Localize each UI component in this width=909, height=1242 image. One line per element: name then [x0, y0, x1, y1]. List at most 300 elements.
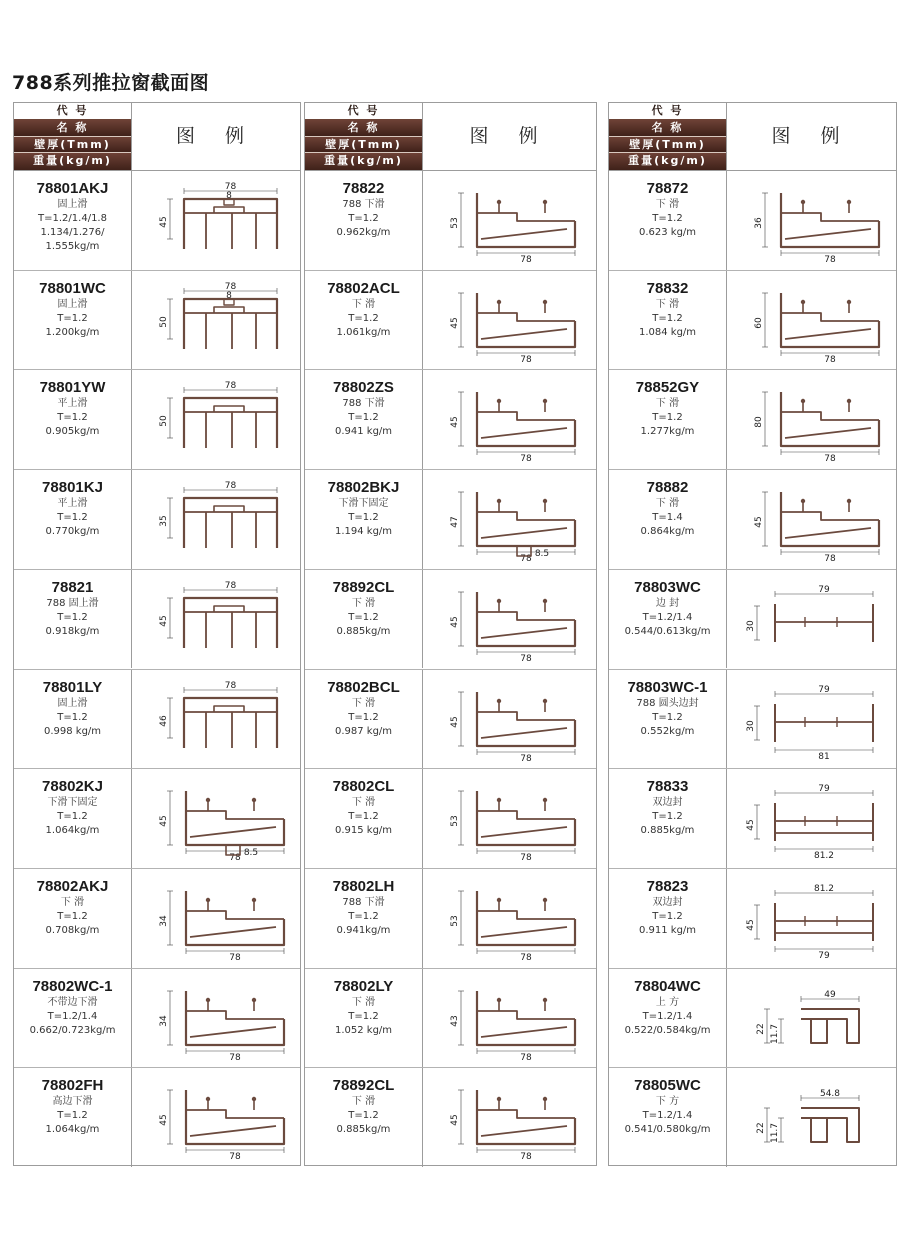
- width-dimension: 78: [824, 454, 836, 465]
- profile-outline: [477, 911, 575, 919]
- profile-outline: [477, 412, 575, 420]
- profile-weight: 0.552kg/m: [640, 725, 695, 737]
- profile-row: [609, 170, 896, 270]
- profile-outline: [481, 1126, 567, 1136]
- profile-outline: [186, 1110, 284, 1118]
- profile-row: [609, 768, 896, 868]
- profile-thickness: T=1.2/1.4/1.8: [38, 213, 107, 224]
- weight-label: 重量(kg/m): [14, 153, 131, 170]
- figure-label: 图 例: [175, 125, 257, 147]
- profile-weight: 0.941 kg/m: [334, 426, 393, 438]
- second-width-dimension: 79: [818, 950, 830, 961]
- profile-outline: [781, 193, 879, 247]
- profile-drawing: [727, 670, 896, 769]
- profile-drawing: [132, 271, 300, 370]
- profile-code: 78882: [646, 479, 689, 497]
- profile-thickness: T=1.2: [57, 412, 88, 424]
- profile-code: 78802BKJ: [327, 479, 400, 497]
- profile-figure: [727, 171, 896, 270]
- profile-thickness: T=1.2/1.4: [642, 1110, 693, 1122]
- slot-dimension: 8.5: [243, 848, 259, 859]
- profile-thickness: T=1.2: [57, 811, 88, 823]
- profile-name: 下 滑: [655, 298, 680, 310]
- profile-info: [609, 171, 727, 270]
- figure-label: 图 例: [469, 125, 550, 147]
- profile-drawing: [727, 171, 896, 270]
- profile-outline: [481, 229, 567, 239]
- profile-row: [609, 469, 896, 569]
- width-dimension: 78: [520, 1052, 532, 1063]
- header-labels: [609, 103, 727, 170]
- height-dimension: 22: [756, 1122, 766, 1135]
- profile-outline: [481, 628, 567, 638]
- profile-outline: [214, 706, 244, 712]
- profile-weight: 0.918kg/m: [45, 625, 100, 637]
- profile-outline: [477, 492, 575, 546]
- profile-outline: [785, 229, 871, 239]
- profile-name: 下滑下固定: [338, 498, 389, 510]
- profile-drawing: [727, 271, 896, 370]
- figure-label: 图 例: [771, 125, 852, 147]
- profile-outline: [477, 392, 575, 446]
- width-dimension: 79: [818, 684, 830, 695]
- profile-row: [305, 669, 596, 769]
- profile-info: [14, 769, 132, 868]
- profile-table-3: [608, 102, 897, 1166]
- profile-code: 78801AKJ: [36, 180, 109, 197]
- width-dimension: 78: [229, 1052, 241, 1063]
- profile-weight: 1.064kg/m: [45, 825, 100, 837]
- profile-drawing: [423, 370, 596, 469]
- profile-outline: [801, 1009, 859, 1043]
- profile-row: [305, 968, 596, 1068]
- profile-info: [14, 1068, 132, 1167]
- profile-name: 高边下滑: [52, 1096, 93, 1108]
- profile-info: [14, 370, 132, 469]
- profile-figure: [423, 969, 596, 1068]
- profile-figure: [132, 470, 300, 569]
- profile-row: [305, 868, 596, 968]
- profile-drawing: [423, 271, 596, 370]
- profile-weight: 0.541/0.580kg/m: [624, 1124, 711, 1136]
- width-dimension: 78: [520, 952, 532, 963]
- height-dimension: 53: [450, 217, 460, 229]
- width-dimension: 78: [229, 1152, 241, 1163]
- height-dimension: 30: [746, 620, 756, 632]
- profile-info: [609, 1068, 727, 1167]
- height-dimension: 45: [450, 616, 460, 628]
- profile-info: [305, 769, 423, 868]
- profile-code: 78804WC: [634, 977, 701, 995]
- profile-row: [609, 669, 896, 769]
- profile-thickness: T=1.2: [348, 910, 379, 922]
- profile-drawing: [727, 570, 896, 669]
- height-dimension: 45: [159, 216, 169, 228]
- profile-outline: [481, 927, 567, 937]
- width-dimension: 78: [520, 1152, 532, 1163]
- profile-outline: [186, 811, 284, 819]
- profile-info: [14, 969, 132, 1068]
- profile-figure: [423, 171, 596, 270]
- profile-weight: 0.885kg/m: [336, 625, 391, 637]
- profile-thickness: T=1.2/1.4: [642, 611, 693, 623]
- profile-info: [609, 670, 727, 769]
- profile-figure: [727, 271, 896, 370]
- height-dimension: 34: [159, 1014, 169, 1027]
- profile-outline: [781, 293, 879, 347]
- height-dimension: 30: [746, 719, 756, 732]
- profile-row: [14, 768, 300, 868]
- profile-outline: [481, 827, 567, 837]
- profile-info: [305, 570, 423, 669]
- profile-drawing: [132, 769, 300, 868]
- profile-figure: [132, 969, 300, 1068]
- profile-outline: [186, 911, 284, 919]
- profile-drawing: [132, 470, 300, 569]
- profile-outline: [477, 712, 575, 720]
- profile-drawing: [423, 470, 596, 569]
- profile-row: [14, 669, 300, 769]
- width-dimension: 78: [224, 281, 237, 292]
- profile-info: [14, 869, 132, 968]
- profile-row: [305, 270, 596, 370]
- profile-outline: [477, 1011, 575, 1019]
- profile-weight: 0.770kg/m: [45, 526, 100, 538]
- profile-name: 下 滑: [351, 797, 376, 809]
- profile-figure: [132, 769, 300, 868]
- profile-weight: 1.052 kg/m: [334, 1024, 393, 1036]
- profile-name: 不带边下滑: [47, 996, 98, 1008]
- height-dimension: 45: [746, 919, 756, 931]
- height-dimension: 35: [159, 515, 169, 527]
- profile-figure: [423, 470, 596, 569]
- width-dimension: 78: [224, 381, 237, 392]
- profile-weight: 0.987 kg/m: [334, 725, 393, 737]
- profile-weight: 1.555kg/m: [45, 241, 100, 252]
- profile-outline: [477, 991, 575, 1045]
- profile-outline: [190, 1126, 276, 1136]
- profile-drawing: [423, 869, 596, 968]
- profile-info: [305, 969, 423, 1068]
- profile-thickness: T=1.2: [57, 312, 88, 324]
- profile-row: [14, 170, 300, 270]
- width-dimension: 54.8: [819, 1089, 841, 1100]
- profile-drawing: [727, 370, 896, 469]
- width-dimension: 81.2: [813, 883, 835, 894]
- weight-label: 重量(kg/m): [305, 153, 422, 170]
- width-dimension: 78: [520, 653, 532, 664]
- second-width-dimension: 81: [818, 751, 830, 762]
- header-labels: [305, 103, 423, 170]
- profile-name: 788 圆头边封: [636, 697, 699, 709]
- table-header: [305, 103, 596, 170]
- width-dimension: 78: [520, 354, 532, 365]
- profile-weight: 1.200kg/m: [45, 326, 100, 338]
- profile-outline: [186, 791, 284, 845]
- profile-thickness: T=1.2: [348, 412, 379, 424]
- profile-code: 78803WC-1: [627, 678, 708, 696]
- profile-name: 788 下滑: [342, 199, 385, 210]
- profile-drawing: [132, 869, 300, 968]
- profile-weight: 0.662/0.723kg/m: [29, 1024, 116, 1036]
- profile-code: 78802ZS: [333, 379, 394, 397]
- height-dimension: 34: [159, 915, 169, 927]
- width-dimension: 79: [818, 584, 830, 595]
- profile-thickness: T=1.2: [57, 512, 88, 524]
- profile-thickness: T=1.2: [57, 1110, 88, 1122]
- header-labels: [14, 103, 132, 170]
- profile-info: [609, 470, 727, 569]
- height-dimension: 45: [450, 316, 460, 329]
- profile-outline: [785, 428, 871, 438]
- profile-weight: 0.962kg/m: [336, 227, 391, 238]
- profile-row: [305, 1067, 596, 1167]
- width-dimension: 78: [824, 354, 836, 365]
- height-dimension: 53: [450, 815, 460, 827]
- code-label: 代 号: [14, 103, 131, 120]
- profile-code: 78802BCL: [327, 678, 400, 696]
- height-dimension: 45: [159, 1114, 169, 1127]
- slot-dimension: 8: [226, 191, 232, 201]
- profile-drawing: [423, 171, 596, 270]
- name-label: 名 称: [14, 120, 131, 137]
- width-dimension: 78: [520, 853, 532, 864]
- profile-thickness: T=1.2: [57, 611, 88, 623]
- profile-outline: [811, 1118, 827, 1142]
- height-dimension: 45: [159, 615, 169, 627]
- profile-figure: [423, 570, 596, 669]
- thickness-label: 壁厚(Tmm): [14, 137, 131, 154]
- profile-outline: [477, 891, 575, 945]
- profile-code: 78833: [646, 778, 689, 796]
- profile-outline: [477, 692, 575, 746]
- profile-outline: [781, 512, 879, 520]
- profile-outline: [190, 827, 276, 837]
- profile-figure: [132, 570, 300, 669]
- profile-weight: 0.623 kg/m: [638, 227, 697, 238]
- profile-figure: [132, 1068, 300, 1167]
- width-dimension: 78: [520, 753, 532, 764]
- profile-weight: 0.544/0.613kg/m: [624, 625, 711, 637]
- profile-weight: 0.911 kg/m: [638, 924, 697, 936]
- profile-figure: [132, 370, 300, 469]
- profile-figure: [132, 171, 300, 270]
- profile-weight: 0.998 kg/m: [43, 725, 102, 737]
- profile-name: 下 滑: [351, 697, 376, 709]
- profile-figure: [727, 570, 896, 669]
- profile-outline: [481, 1027, 567, 1037]
- profile-name: 固上滑: [57, 697, 88, 709]
- profile-info: [305, 470, 423, 569]
- profile-info: [609, 969, 727, 1068]
- profile-row: [305, 469, 596, 569]
- profile-figure: [132, 869, 300, 968]
- profile-thickness: T=1.2: [348, 213, 379, 224]
- profile-figure: [727, 1068, 896, 1167]
- profile-code: 78892CL: [332, 578, 395, 596]
- profile-outline: [477, 811, 575, 819]
- profile-weight: 1.064kg/m: [45, 1124, 100, 1136]
- width-dimension: 78: [520, 554, 532, 565]
- profile-info: [14, 171, 132, 270]
- profile-drawing: [727, 969, 896, 1068]
- profile-weight: 0.708kg/m: [45, 924, 100, 936]
- thickness-label: 壁厚(Tmm): [609, 137, 726, 154]
- profile-name: 下 滑: [655, 199, 680, 210]
- profile-code: 78801LY: [42, 678, 103, 696]
- profile-row: [14, 270, 300, 370]
- profile-name: 边 封: [655, 597, 680, 609]
- profile-outline: [781, 213, 879, 221]
- profile-outline: [186, 1011, 284, 1019]
- profile-thickness: T=1.2: [57, 910, 88, 922]
- height-dimension: 80: [754, 416, 764, 429]
- width-dimension: 78: [229, 853, 241, 864]
- profile-outline: [477, 512, 575, 520]
- profile-code: 78802CL: [332, 778, 395, 796]
- inner-height-dimension: 11.7: [770, 1023, 780, 1044]
- profile-weight: 0.915 kg/m: [334, 825, 393, 837]
- profile-outline: [801, 1108, 859, 1142]
- profile-outline: [190, 927, 276, 937]
- profile-outline: [785, 528, 871, 538]
- profile-row: [14, 369, 300, 469]
- profile-name: 下 滑: [655, 398, 680, 410]
- profile-info: [305, 670, 423, 769]
- profile-name: 双边封: [652, 896, 683, 908]
- profile-code: 78802WC-1: [32, 977, 113, 995]
- profile-info: [14, 271, 132, 370]
- profile-weight: 0.941kg/m: [336, 924, 391, 936]
- profile-thickness: T=1.2: [57, 711, 88, 723]
- profile-thickness: T=1.2: [348, 312, 379, 324]
- width-dimension: 78: [224, 481, 237, 492]
- profile-code: 78801WC: [39, 279, 106, 297]
- profile-name: 下 滑: [60, 896, 85, 908]
- profile-weight: 0.522/0.584kg/m: [624, 1024, 711, 1036]
- profile-code: 78805WC: [634, 1077, 701, 1095]
- code-label: 代 号: [305, 103, 422, 120]
- profile-outline: [186, 991, 284, 1045]
- table-header: [14, 103, 300, 170]
- profile-figure: [423, 769, 596, 868]
- width-dimension: 79: [818, 784, 830, 795]
- profile-code: 78892CL: [332, 1077, 395, 1095]
- profile-outline: [477, 1110, 575, 1118]
- profile-row: [609, 1067, 896, 1167]
- profile-outline: [477, 193, 575, 247]
- profile-thickness: T=1.2: [652, 811, 683, 823]
- profile-drawing: [423, 670, 596, 769]
- profile-figure: [727, 869, 896, 968]
- profile-thickness: T=1.4: [652, 512, 683, 524]
- profile-drawing: [132, 171, 300, 270]
- profile-drawing: [727, 869, 896, 968]
- profile-code: 78803WC: [634, 578, 701, 596]
- width-dimension: 78: [224, 182, 237, 192]
- profile-info: [609, 769, 727, 868]
- profile-figure: [727, 470, 896, 569]
- profile-outline: [481, 428, 567, 438]
- width-dimension: 49: [824, 989, 836, 1000]
- profile-drawing: [727, 1068, 896, 1167]
- profile-row: [305, 768, 596, 868]
- profile-outline: [785, 329, 871, 339]
- profile-code: 78872: [646, 180, 689, 197]
- profile-thickness: T=1.2: [348, 512, 379, 524]
- profile-code: 78802ACL: [327, 279, 400, 297]
- profile-code: 78802LY: [333, 977, 394, 995]
- profile-weight: 0.905kg/m: [45, 426, 100, 438]
- profile-row: [609, 369, 896, 469]
- profile-row: [609, 868, 896, 968]
- height-dimension: 45: [754, 516, 764, 528]
- profile-outline: [481, 329, 567, 339]
- height-dimension: 46: [159, 714, 169, 727]
- profile-name: 平上滑: [57, 398, 88, 410]
- profile-drawing: [132, 570, 300, 669]
- slot-dimension: 8: [226, 290, 232, 301]
- profile-drawing: [132, 969, 300, 1068]
- profile-code: 78802AKJ: [36, 877, 109, 895]
- height-dimension: 60: [754, 316, 764, 329]
- profile-figure: [132, 670, 300, 769]
- profile-code: 78822: [342, 180, 385, 197]
- height-dimension: 45: [450, 715, 460, 728]
- profile-name: 下滑下固定: [47, 797, 98, 809]
- profile-info: [14, 570, 132, 669]
- profile-thickness: T=1.2: [348, 811, 379, 823]
- height-dimension: 53: [450, 915, 460, 927]
- profile-info: [305, 171, 423, 270]
- profile-thickness: T=1.2: [652, 412, 683, 424]
- code-label: 代 号: [609, 103, 726, 120]
- profile-row: [14, 868, 300, 968]
- profile-code: 78823: [646, 877, 689, 895]
- profile-outline: [477, 293, 575, 347]
- profile-row: [14, 968, 300, 1068]
- profile-thickness: T=1.2: [652, 213, 683, 224]
- width-dimension: 78: [824, 554, 836, 565]
- profile-outline: [190, 1027, 276, 1037]
- width-dimension: 78: [520, 255, 532, 265]
- slot-dimension: 8.5: [534, 549, 550, 560]
- profile-name: 下 滑: [351, 597, 376, 609]
- profile-info: [305, 869, 423, 968]
- profile-table-1: [13, 102, 301, 1166]
- profile-outline: [781, 313, 879, 321]
- profile-thickness: T=1.2: [652, 910, 683, 922]
- profile-name: 788 下滑: [342, 896, 385, 908]
- width-dimension: 78: [224, 680, 237, 691]
- profile-figure: [132, 271, 300, 370]
- profile-figure: [423, 370, 596, 469]
- profile-drawing: [132, 670, 300, 769]
- profile-code: 78802FH: [41, 1077, 104, 1095]
- profile-outline: [811, 1019, 827, 1043]
- profile-row: [305, 170, 596, 270]
- height-dimension: 45: [450, 1114, 460, 1127]
- width-dimension: 78: [520, 454, 532, 465]
- profile-weight: 1.061kg/m: [336, 326, 391, 338]
- profile-info: [609, 570, 727, 669]
- height-dimension: 36: [754, 217, 764, 229]
- profile-thickness: T=1.2/1.4: [642, 1010, 693, 1022]
- width-dimension: 78: [224, 580, 237, 591]
- profile-weight: 1.277kg/m: [640, 426, 695, 438]
- profile-name: 上 方: [655, 996, 680, 1008]
- profile-row: [14, 469, 300, 569]
